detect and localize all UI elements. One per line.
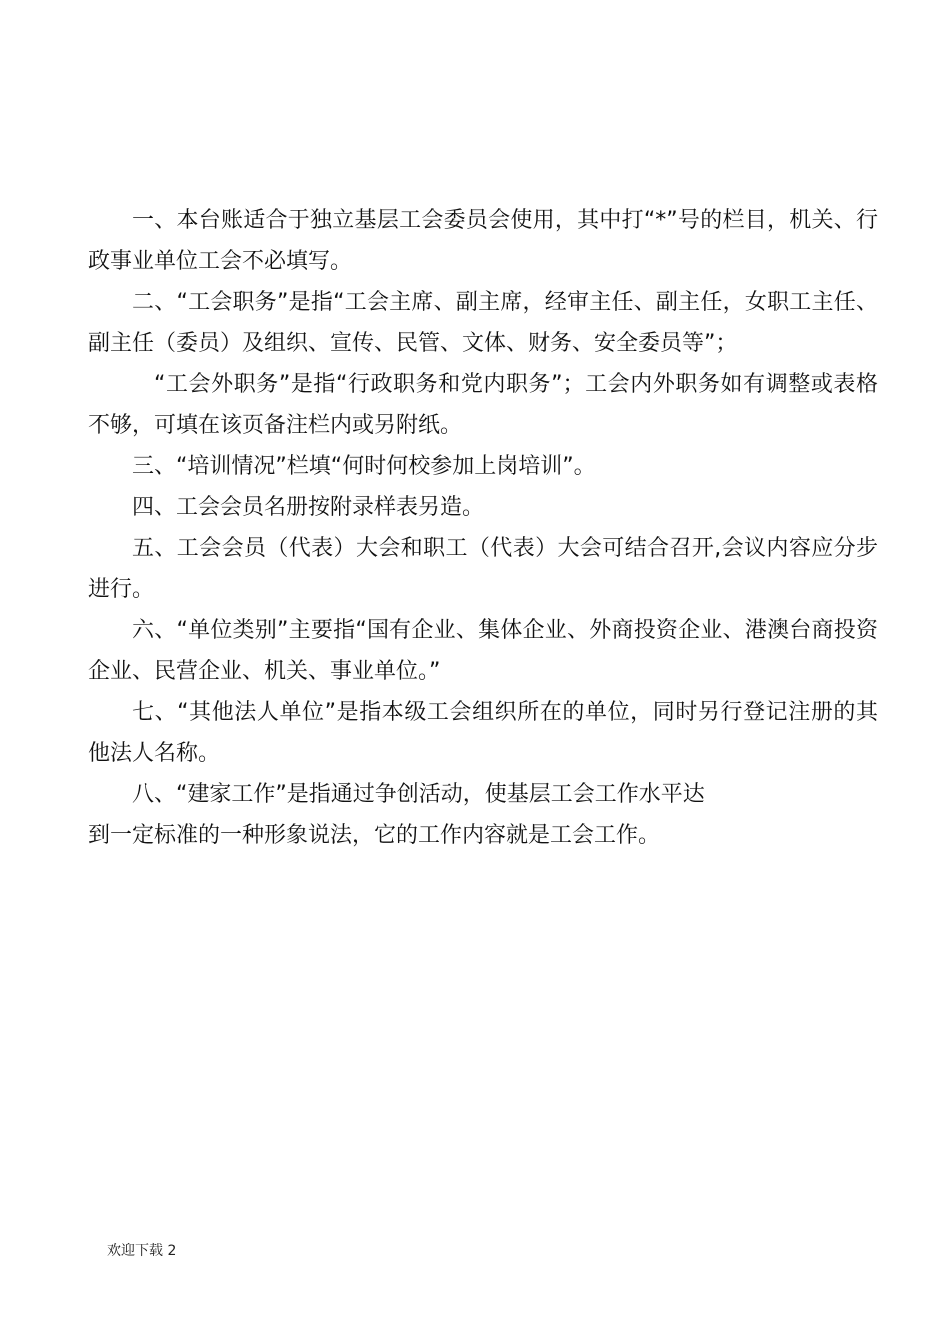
paragraph-9-line-1: 八、“建家工作”是指通过争创活动，使基层工会工作水平达 (132, 782, 705, 807)
paragraph-6: 五、工会会员（代表）大会和职工（代表）大会可结合召开,会议内容应分步进行。 (88, 536, 878, 602)
paragraph-2: 二、“工会职务”是指“工会主席、副主席，经审主任、副主任，女职工主任、副主任（委员）及组织、宣传、民管、文体、财务、安全委员等”； (88, 290, 878, 356)
paragraph-3: “工会外职务”是指“行政职务和党内职务”；工会内外职务如有调整或表格不够，可填在该页备注栏内或另附纸。 (88, 372, 878, 438)
page-footer: 欢迎下载 2 (107, 1243, 177, 1259)
document-body (88, 200, 878, 856)
paragraph-9-line-2: 到一定标准的一种形象说法，它的工作内容就是工会工作。 (88, 823, 661, 848)
paragraph-4: 三、“培训情况”栏填“何时何校参加上岗培训”。 (132, 454, 596, 479)
paragraph-8: 七、“其他法人单位”是指本级工会组织所在的单位，同时另行登记注册的其他法人名称。 (88, 700, 878, 766)
paragraph-5: 四、工会会员名册按附录样表另造。 (132, 495, 485, 520)
paragraph-1: 一、本台账适合于独立基层工会委员会使用，其中打“*”号的栏目，机关、行政事业单位工会不必填写。 (88, 208, 878, 274)
paragraph-7: 六、“单位类别”主要指“国有企业、集体企业、外商投资企业、港澳台商投资企业、民营企业、机关、事业单位。” (88, 618, 878, 684)
